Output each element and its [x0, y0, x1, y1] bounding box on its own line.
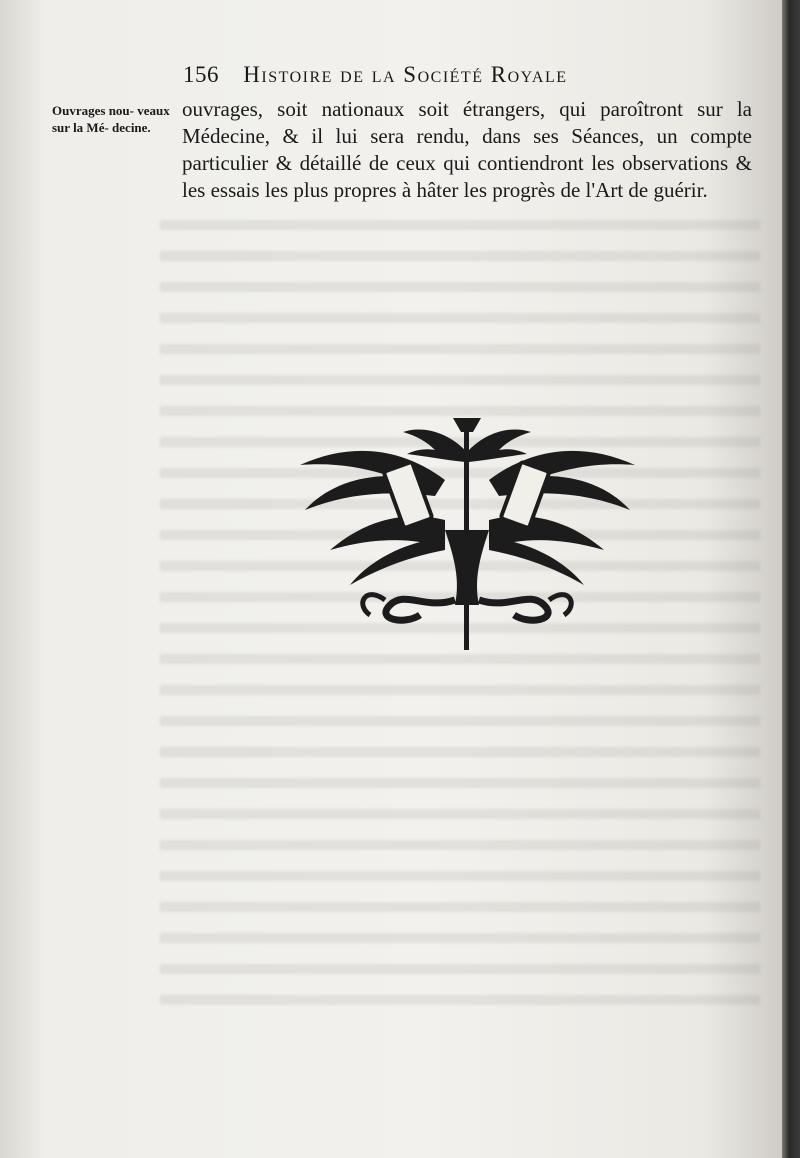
- page-number: 156: [183, 62, 219, 87]
- running-title: Histoire de la Société Royale: [243, 62, 568, 87]
- margin-note: Ouvrages nou- veaux sur la Mé- decine.: [52, 103, 170, 135]
- trophy-ornament-icon: [295, 410, 640, 655]
- running-head: [183, 62, 773, 92]
- body-paragraph: ouvrages, soit nationaux soit étrangers, qui paroîtront sur la Médecine, & il lui sera rendu, dans ses Séances, un compte particulier & détaillé de ceux qui contiendront les observations & les essais les plus propres à hâter les progrès de l'Art de guérir.: [182, 97, 752, 202]
- page-edge: [782, 0, 800, 1158]
